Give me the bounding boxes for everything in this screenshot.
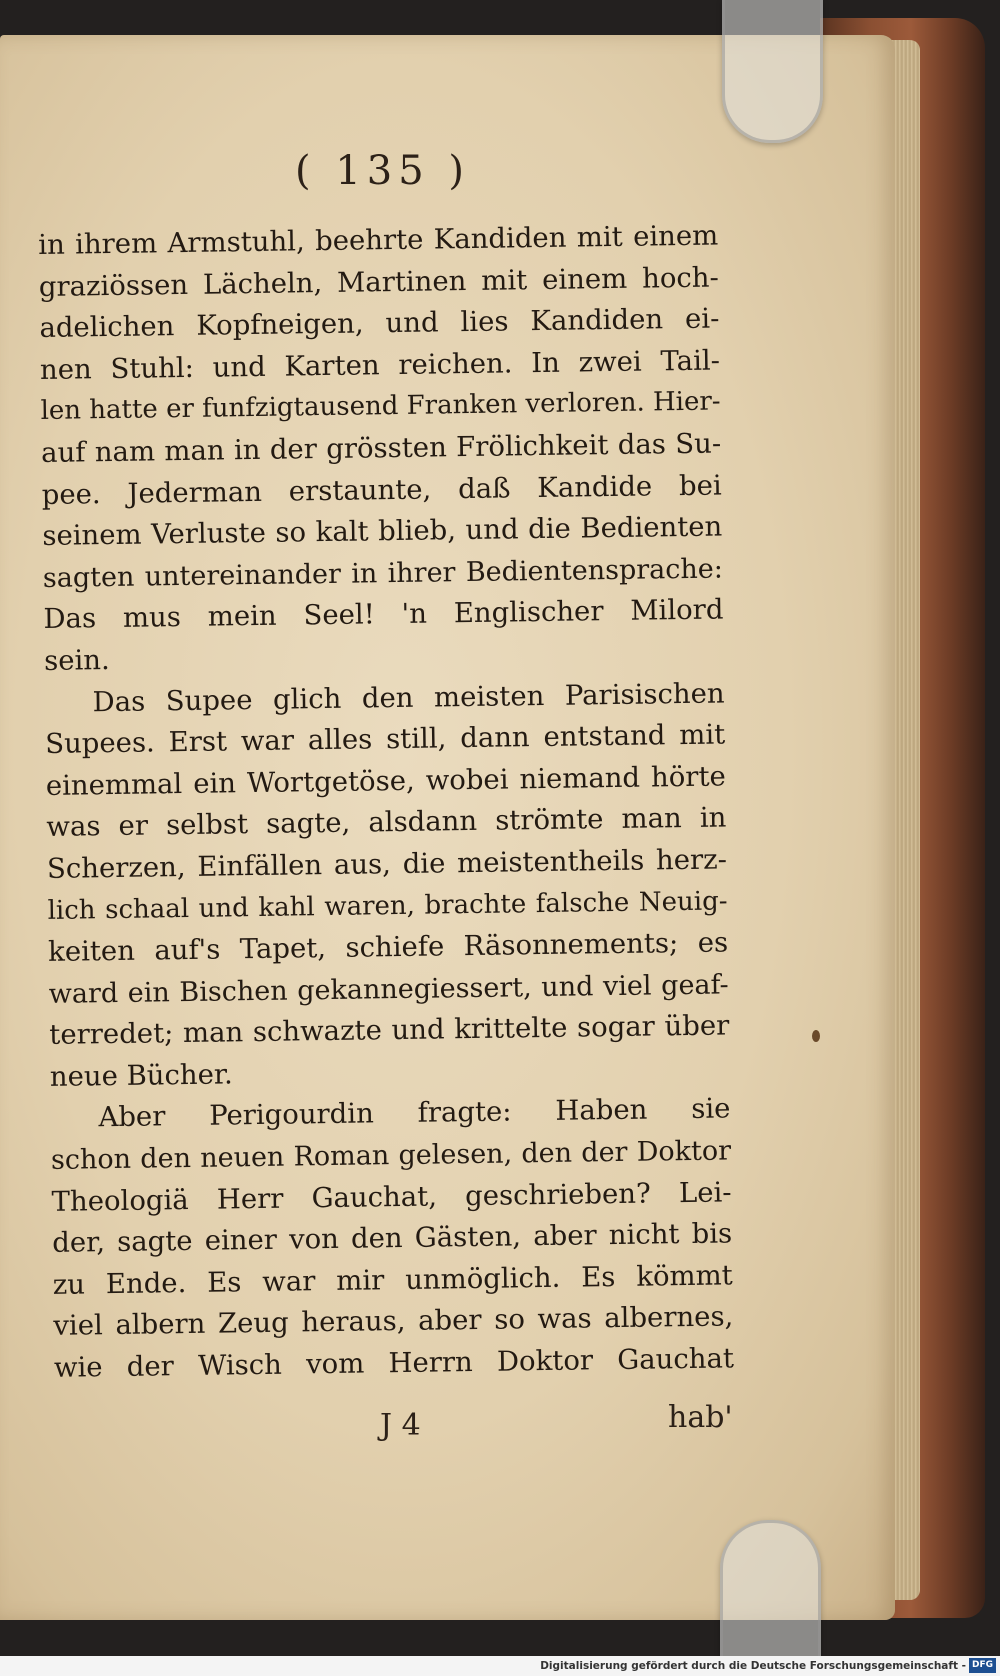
text-line: schon den neuen Roman gelesen, den der Doktor	[50, 1135, 732, 1176]
text-line: Theologiä Herr Gauchat, geschrieben? Lei-	[51, 1176, 732, 1218]
text-line: sagten untereinander in ihrer Bedientensprache:	[42, 553, 724, 594]
text-line: auf nam man in der grössten Frölichkeit das Su-	[40, 427, 722, 469]
text-line: wie der Wisch vom Herrn Doktor Gauchat	[53, 1342, 735, 1384]
ink-speck	[812, 1030, 820, 1042]
funding-credit: Digitalisierung gefördert durch die Deutsche Forschungsgemeinschaft -	[540, 1660, 966, 1672]
text-line: pee. Jederman erstaunte, daß Kandide bei	[41, 469, 722, 511]
text-line: neue Bücher.	[49, 1058, 233, 1093]
signature-mark: J 4	[380, 1408, 421, 1443]
text-line: viel albern Zeug heraus, aber so was albernes,	[53, 1300, 734, 1343]
book-clip-bottom	[720, 1520, 821, 1673]
text-line: len hatte er funfzigtausend Franken verloren. Hier-	[40, 386, 721, 427]
text-line: Scherzen, Einfällen aus, die meistentheils herz-	[46, 843, 728, 885]
text-line: was er selbst sagte, alsdann strömte man in	[46, 801, 727, 844]
text-line: seinem Verluste so kalt blieb, und die Bedienten	[42, 510, 723, 553]
text-line: Aber Perigourdin fragte: Haben sie	[98, 1092, 731, 1134]
text-line: ward ein Bischen gekannegiessert, und viel geaf-	[48, 969, 729, 1010]
book-clip-top	[722, 0, 823, 143]
text-line: lich schaal und kahl waren, brachte falsche Neuig-	[47, 885, 728, 926]
text-line: Das Supee glich den meisten Parisischen	[92, 676, 725, 718]
text-line: adelichen Kopfneigen, und lies Kandiden ei-	[39, 302, 720, 345]
text-line: keiten auf's Tapet, schiefe Räsonnements; es	[47, 926, 729, 969]
text-line: einemmal ein Wortgetöse, wobei niemand hörte	[45, 760, 726, 802]
text-line: sein.	[43, 643, 110, 677]
text-line: graziössen Lächeln, Martinen mit einem hoch-	[38, 261, 720, 303]
text-line: nen Stuhl: und Karten reichen. In zwei Tail-	[39, 344, 721, 386]
text-line: zu Ende. Es war mir unmöglich. Es kömmt	[52, 1259, 733, 1301]
text-line: terredet; man schwazte und krittelte sogar über	[49, 1009, 730, 1052]
text-line: in ihrem Armstuhl, beehrte Kandiden mit einem	[38, 219, 719, 261]
page-number: ( 135 )	[295, 148, 470, 194]
body-text	[38, 216, 734, 1390]
dfg-logo: DFG	[969, 1658, 996, 1673]
text-line: Supees. Erst war alles still, dann entstand mit	[45, 718, 726, 761]
text-line: der, sagte einer von den Gästen, aber nicht bis	[51, 1217, 733, 1260]
text-line: Das mus mein Seel! 'n Englischer Milord	[43, 593, 724, 636]
catchword: hab'	[668, 1400, 733, 1435]
